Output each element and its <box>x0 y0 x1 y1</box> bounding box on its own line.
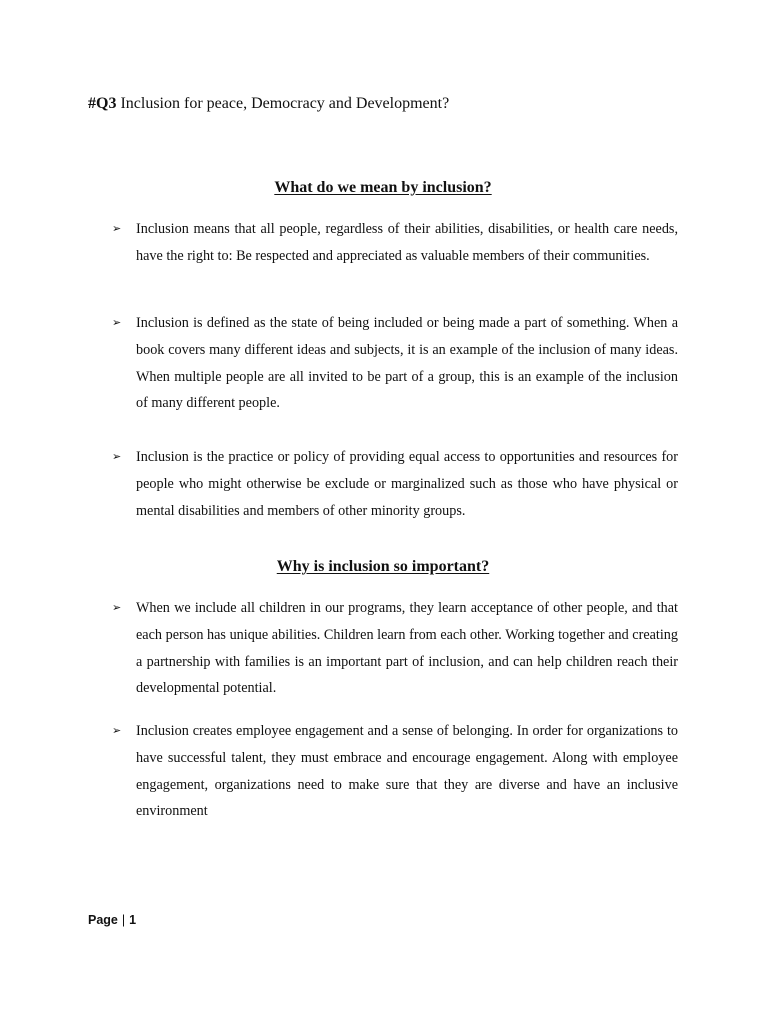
arrow-bullet-icon: ➢ <box>112 724 122 737</box>
document-title <box>88 94 449 114</box>
bullet-text: Inclusion is the practice or policy of providing equal access to opportunities and resources for people who might otherwise be exclude or marginalized such as those who have physical or mental disabilities and members of other minority groups. <box>136 449 678 519</box>
arrow-bullet-icon: ➢ <box>112 316 122 329</box>
question-number: #Q3 <box>88 95 117 112</box>
section-heading-meaning: What do we mean by inclusion? <box>274 179 492 196</box>
bullet-text: When we include all children in our programs, they learn acceptance of other people, and that each person has unique abilities. Children learn from each other. Working together and creating a partnership with families is an important part of inclusion, and can help children reach their developmental potential. <box>136 600 678 697</box>
arrow-bullet-icon: ➢ <box>112 601 122 614</box>
section-heading-importance: Why is inclusion so important? <box>276 558 490 575</box>
bullet-text: Inclusion means that all people, regardless of their abilities, disabilities, or health care needs, have the right to: Be respected and appreciated as valuable members of their communities. <box>136 221 678 264</box>
page-number: 1 <box>129 913 137 927</box>
list-item <box>112 595 678 702</box>
page-label: Page <box>88 913 118 927</box>
arrow-bullet-icon: ➢ <box>112 222 122 235</box>
list-item <box>112 718 678 825</box>
arrow-bullet-icon: ➢ <box>112 450 122 463</box>
page-separator: | <box>121 913 126 927</box>
bullet-text: Inclusion is defined as the state of being included or being made a part of something. When a book covers many different ideas and subjects, it is an example of the inclusion of many ideas. When multiple people are all invited to be part of a group, this is an example of the inclusion of many different people. <box>136 315 678 412</box>
list-item <box>112 310 678 417</box>
list-item <box>112 216 678 270</box>
title-text: Inclusion for peace, Democracy and Development? <box>120 95 450 112</box>
page-footer <box>88 912 136 928</box>
list-item <box>112 444 678 524</box>
bullet-text: Inclusion creates employee engagement and a sense of belonging. In order for organizations to have successful talent, they must embrace and encourage engagement. Along with employee engagement, organizations need to make sure that they are diverse and have an inclusive environment <box>136 723 678 820</box>
